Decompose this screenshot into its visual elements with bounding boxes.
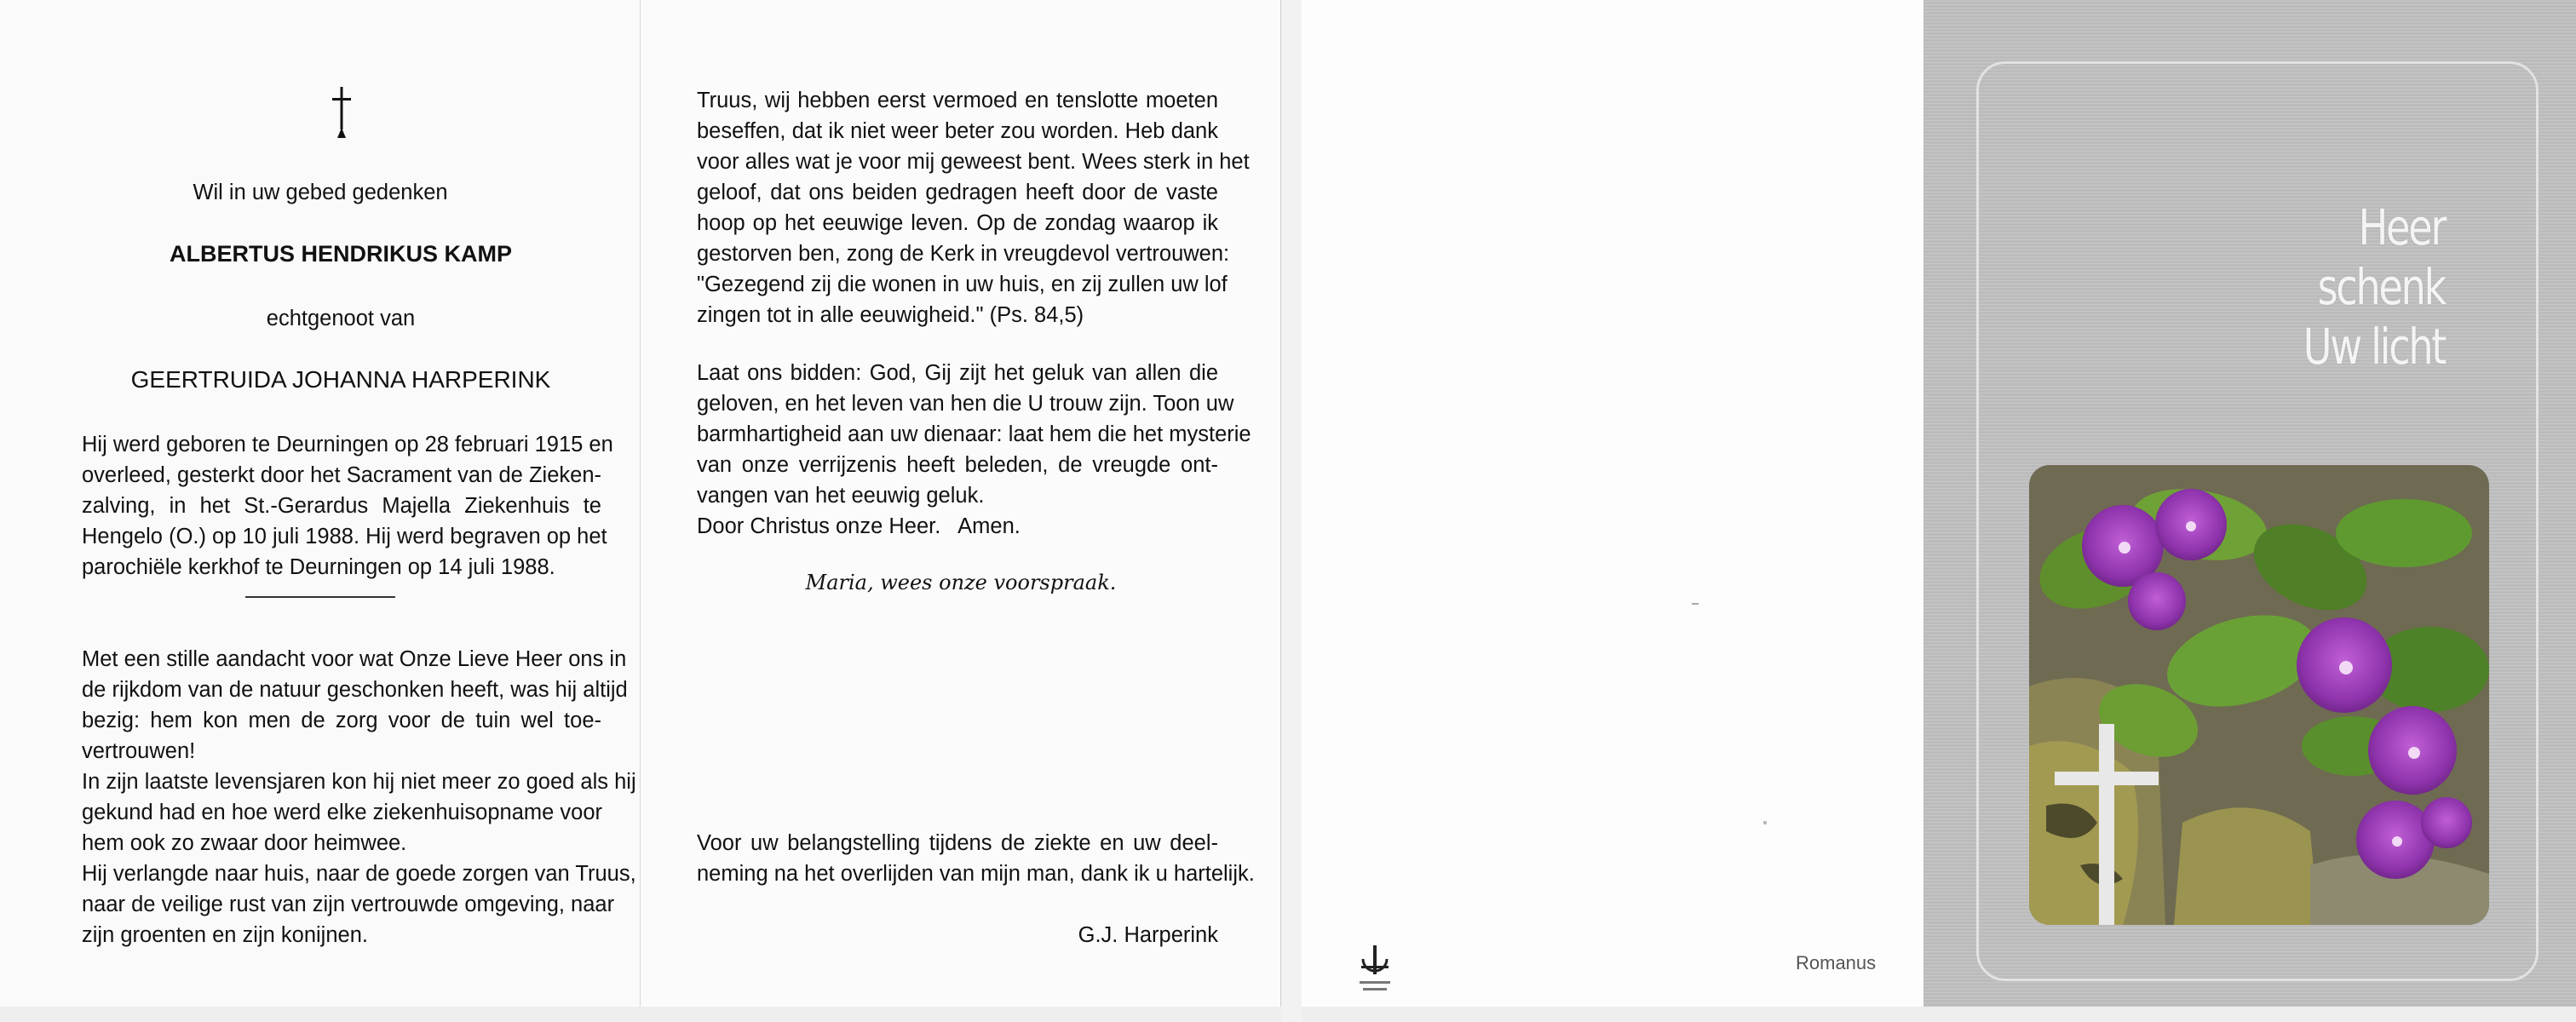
prayer-line: van onze verrijzenis heeft beleden, de vreugde ont- — [697, 453, 1218, 477]
message-line: geloof, dat ons beiden gedragen heeft door de vaste — [697, 181, 1218, 204]
prayer-line: geloven, en het leven van hen die U trouw zijn. Toon uw — [697, 392, 1234, 416]
paper-speck — [1763, 821, 1767, 824]
memoir-line: Met een stille aandacht voor wat Onze Lieve Heer ons in — [82, 647, 627, 671]
prayer-line: barmhartigheid aan uw dienaar: laat hem die het mysterie — [697, 422, 1251, 446]
relation-text: echtgenoot van — [266, 307, 416, 330]
cover-title-line: Heer — [2358, 198, 2445, 256]
memoir-line: hem ook zo zwaar door heimwee. — [82, 831, 407, 855]
flower-photo — [2029, 465, 2489, 925]
message-line: "Gezegend zij die wonen in uw huis, en zij zullen uw lof — [697, 273, 1228, 296]
bio-line: parochiële kerkhof te Deurningen op 14 juli 1988. — [82, 555, 555, 579]
bio-line: overleed, gesterkt door het Sacrament van de Zieken- — [82, 463, 601, 487]
deceased-name: ALBERTUS HENDRIKUS KAMP — [169, 241, 512, 267]
bio-line: Hij werd geboren te Deurningen op 28 februari 1915 en — [82, 433, 613, 456]
signature: G.J. Harperink — [1078, 923, 1218, 947]
message-line: gestorven ben, zong de Kerk in vreugdevol vertrouwen: — [697, 242, 1230, 266]
divider-rule — [245, 596, 395, 598]
prayer-line: vangen van het eeuwig geluk. — [697, 484, 985, 508]
cross-icon — [330, 85, 354, 140]
bio-line: Hengelo (O.) op 10 juli 1988. Hij werd begraven op het — [82, 525, 607, 548]
cover-title — [2268, 198, 2445, 376]
message-line: voor alles wat je voor mij geweest bent. Wees sterk in het — [697, 150, 1250, 174]
memoir-line: Hij verlangde naar huis, naar de goede zorgen van Truus, — [82, 862, 636, 886]
marian-invocation: Maria, wees onze voorspraak. — [805, 571, 1117, 594]
memoir-line: In zijn laatste levensjaren kon hij niet meer zo goed als hij — [82, 770, 636, 794]
prayer-line: Laat ons bidden: God, Gij zijt het geluk van allen die — [697, 361, 1218, 385]
invocation-text: Wil in uw gebed gedenken — [193, 181, 448, 204]
publisher-name: Romanus — [1796, 952, 1877, 973]
cover-title-line: schenk — [2317, 258, 2445, 316]
paper-mark — [1692, 603, 1699, 605]
publisher-logo-icon — [1354, 944, 1395, 995]
message-line: hoop op het eeuwige leven. Op de zondag waarop ik — [697, 211, 1218, 235]
message-line: zingen tot in alle eeuwigheid." (Ps. 84,5) — [697, 303, 1084, 327]
memoir-line: de rijkdom van de natuur geschonken heeft, was hij altijd — [82, 678, 628, 702]
message-line: beseffen, dat ik niet weer beter zou worden. Heb dank — [697, 119, 1218, 143]
memoir-line: vertrouwen! — [82, 739, 196, 763]
thanks-line: Voor uw belangstelling tijdens de ziekte en uw deel- — [697, 831, 1218, 855]
bio-line: zalving, in het St.-Gerardus Majella Ziekenhuis te — [82, 494, 601, 518]
scan-gap — [1281, 0, 1302, 1022]
memoir-line: naar de veilige rust van zijn vertrouwde omgeving, naar — [82, 893, 615, 916]
memoir-line: zijn groenten en zijn konijnen. — [82, 923, 368, 947]
cover-title-line: Uw licht — [2303, 318, 2445, 376]
message-line: Truus, wij hebben eerst vermoed en tenslotte moeten — [697, 89, 1218, 112]
back-cover — [1302, 0, 1923, 1007]
thanks-line: neming na het overlijden van mijn man, dank ik u hartelijk. — [697, 862, 1255, 886]
memoir-line: gekund had en hoe werd elke ziekenhuisopname voor — [82, 801, 603, 824]
spouse-name: GEERTRUIDA JOHANNA HARPERINK — [130, 366, 551, 393]
prayer-line: Door Christus onze Heer. Amen. — [697, 514, 1021, 538]
memoir-line: bezig: hem kon men de zorg voor de tuin wel toe- — [82, 709, 601, 732]
